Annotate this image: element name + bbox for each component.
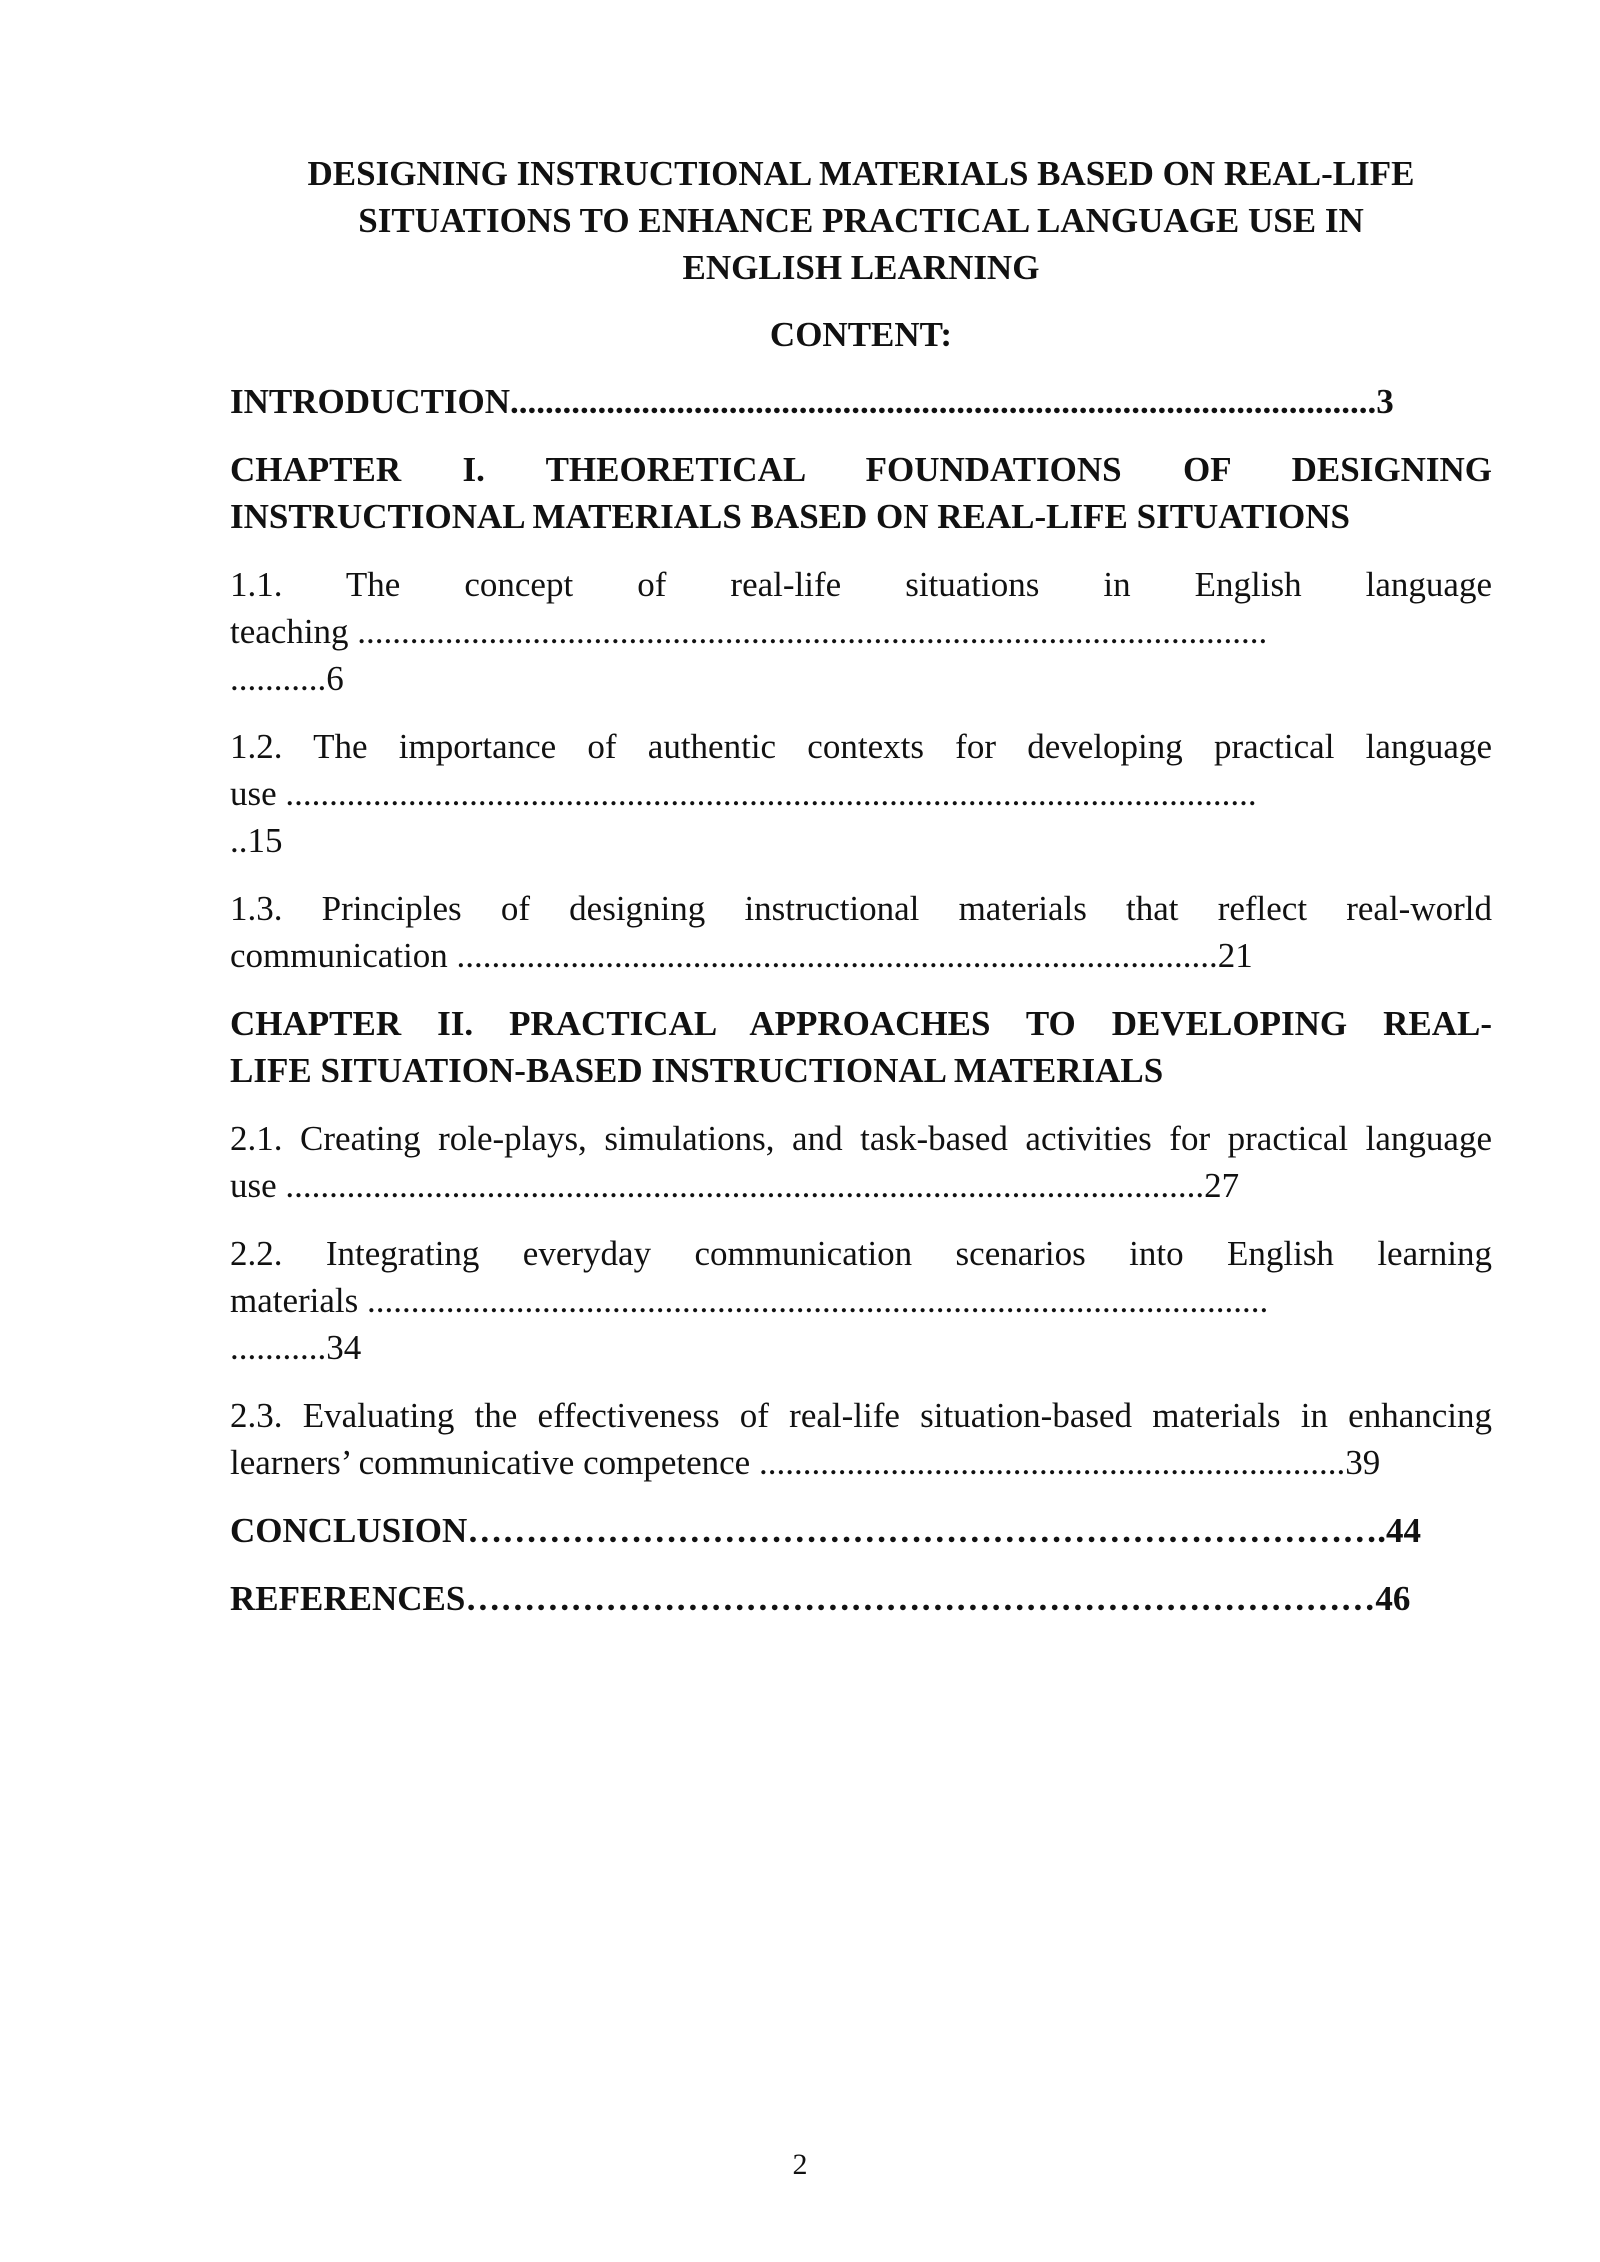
toc-entry-2-3 <box>230 1392 1492 1486</box>
toc-chapter-1-line-1: CHAPTER I. THEORETICAL FOUNDATIONS OF DESIGNING <box>230 450 1492 489</box>
toc-chapter-2-line-1: CHAPTER II. PRACTICAL APPROACHES TO DEVELOPING REAL- <box>230 1004 1492 1043</box>
toc-1-1-line-2: teaching ........................................................................................................ <box>230 612 1268 651</box>
toc-entry-1-3 <box>230 885 1492 979</box>
toc-1-3-line-2: communication .......................................................................................21 <box>230 936 1253 975</box>
toc-entry-2-2 <box>230 1230 1492 1371</box>
toc-entry-2-1 <box>230 1115 1492 1209</box>
toc-1-3-line-1: 1.3. Principles of designing instructional materials that reflect real-world <box>230 889 1492 928</box>
toc-2-2-line-3: ...........34 <box>230 1328 362 1367</box>
document-title-line-2: SITUATIONS TO ENHANCE PRACTICAL LANGUAGE USE IN <box>358 201 1364 240</box>
toc-2-2-line-2: materials ....................................................................................................... <box>230 1281 1269 1320</box>
toc-2-2-line-1: 2.2. Integrating everyday communication scenarios into English learning <box>230 1234 1492 1273</box>
toc-1-2-line-2: use ............................................................................................................... <box>230 774 1257 813</box>
toc-2-1-line-2: use .........................................................................................................27 <box>230 1166 1240 1205</box>
toc-1-2-line-3: ..15 <box>230 821 283 860</box>
toc-entry-introduction: INTRODUCTION...................................................................................................3 <box>230 382 1394 421</box>
document-title-line-3: ENGLISH LEARNING <box>682 248 1040 287</box>
toc-2-1-line-1: 2.1. Creating role-plays, simulations, and task-based activities for practical language <box>230 1119 1492 1158</box>
toc-entry-chapter-2 <box>230 1000 1492 1094</box>
toc-entry-1-1 <box>230 561 1492 702</box>
toc-entry-1-2 <box>230 723 1492 864</box>
document-title <box>230 150 1492 291</box>
toc-entry-references: REFERENCES……………………………………………………………………46 <box>230 1579 1411 1618</box>
toc-chapter-1-line-2: INSTRUCTIONAL MATERIALS BASED ON REAL-LIFE SITUATIONS <box>230 497 1350 536</box>
document-page <box>230 150 1492 1643</box>
page-number: 2 <box>792 2148 808 2181</box>
toc-chapter-2-line-2: LIFE SITUATION-BASED INSTRUCTIONAL MATERIALS <box>230 1051 1164 1090</box>
toc-2-3-line-2: learners’ communicative competence ...................................................................39 <box>230 1443 1381 1482</box>
toc-2-3-line-1: 2.3. Evaluating the effectiveness of real-life situation-based materials in enhancing <box>230 1396 1492 1435</box>
toc-entry-conclusion: CONCLUSION…………………………………………………………………….44 <box>230 1511 1422 1550</box>
document-title-line-1: DESIGNING INSTRUCTIONAL MATERIALS BASED ON REAL-LIFE <box>307 154 1415 193</box>
toc-1-2-line-1: 1.2. The importance of authentic contexts for developing practical language <box>230 727 1492 766</box>
toc-1-1-line-1: 1.1. The concept of real-life situations in English language <box>230 565 1492 604</box>
toc-entry-chapter-1 <box>230 446 1492 540</box>
content-heading: CONTENT: <box>769 315 953 354</box>
toc-1-1-line-3: ...........6 <box>230 659 344 698</box>
